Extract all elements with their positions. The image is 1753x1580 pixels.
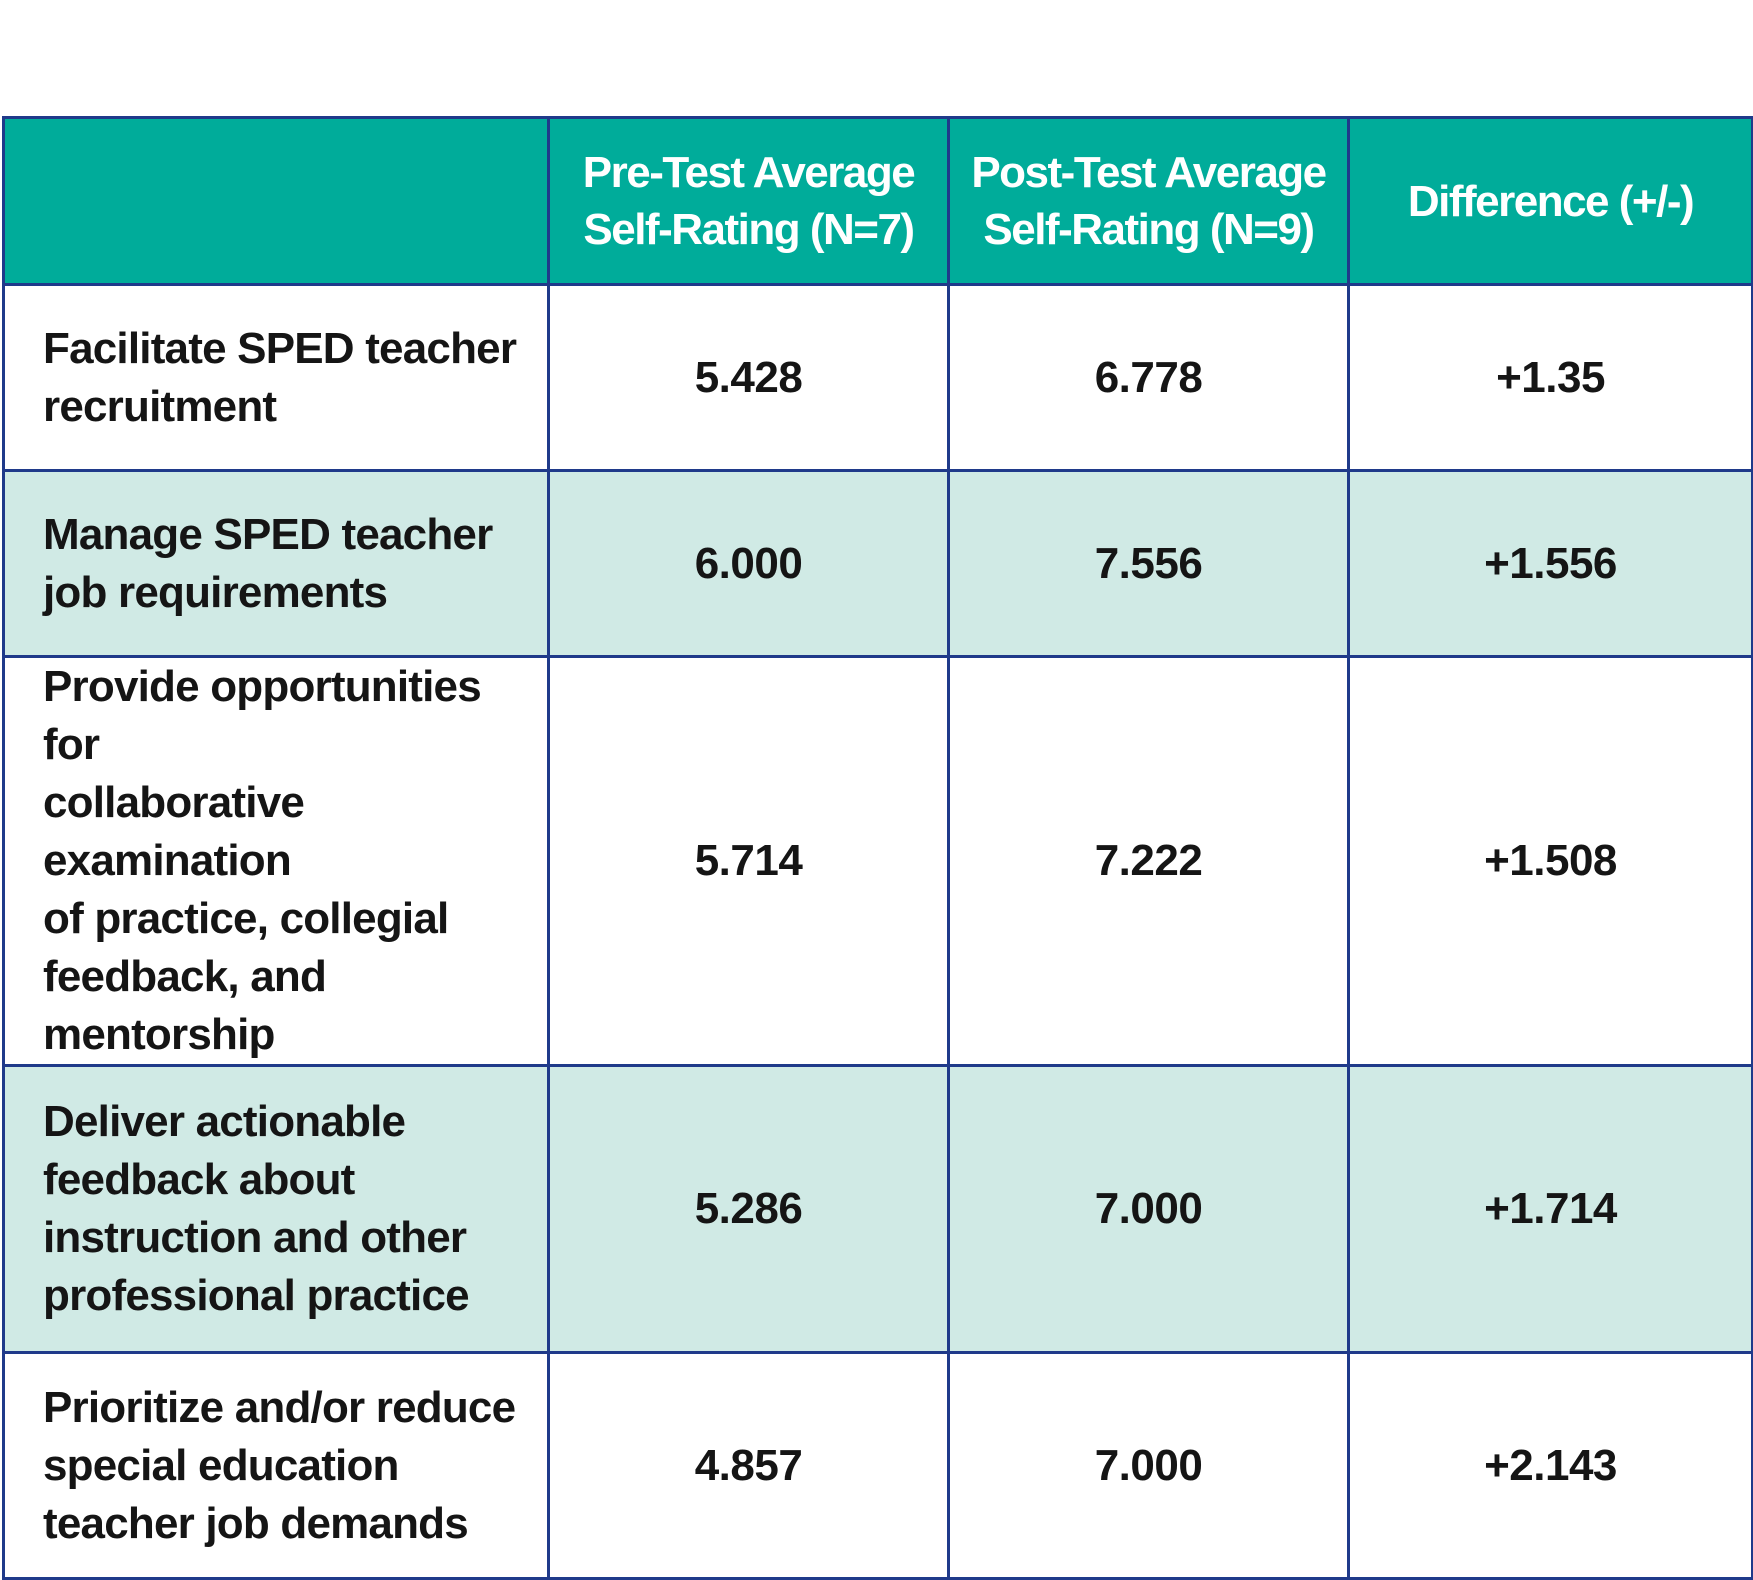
row-label-line: recruitment (43, 381, 277, 431)
pre-test-value: 5.428 (549, 285, 949, 471)
row-label-cell (4, 1066, 549, 1353)
difference-value: +1.35 (1349, 285, 1753, 471)
difference-value: +1.714 (1349, 1066, 1753, 1353)
table-row (4, 657, 1753, 1066)
difference-value: +1.556 (1349, 471, 1753, 657)
post-test-value: 7.222 (949, 657, 1349, 1066)
ratings-table-container (2, 116, 1751, 1580)
post-test-value: 7.000 (949, 1066, 1349, 1353)
pre-test-value: 5.286 (549, 1066, 949, 1353)
row-label-line: special education (43, 1440, 399, 1490)
row-label-cell (4, 1353, 549, 1579)
ratings-table (2, 116, 1753, 1580)
post-test-value: 7.000 (949, 1353, 1349, 1579)
row-label-line: Facilitate SPED teacher (43, 323, 517, 373)
header-cell-post-test (949, 118, 1349, 285)
header-post-line-1: Post-Test Average (971, 148, 1326, 197)
post-test-value: 6.778 (949, 285, 1349, 471)
table-row (4, 1353, 1753, 1579)
row-label-cell (4, 471, 549, 657)
row-label-line: collaborative examination (43, 778, 305, 885)
pre-test-value: 6.000 (549, 471, 949, 657)
row-label-line: of practice, collegial (43, 894, 449, 943)
post-test-value: 7.556 (949, 471, 1349, 657)
row-label-cell (4, 285, 549, 471)
row-label-line: Manage SPED teacher (43, 509, 493, 559)
row-label-line: feedback, and mentorship (43, 952, 327, 1059)
difference-value: +1.508 (1349, 657, 1753, 1066)
table-row (4, 471, 1753, 657)
row-label-line: Prioritize and/or reduce (43, 1382, 516, 1432)
row-label-line: job requirements (43, 567, 388, 617)
header-diff-label: Difference (+/-) (1407, 176, 1694, 226)
row-label-line: teacher job demands (43, 1498, 468, 1548)
row-label-line: professional practice (43, 1271, 469, 1320)
row-label-cell (4, 657, 549, 1066)
difference-value: +2.143 (1349, 1353, 1753, 1579)
header-post-line-2: Self-Rating (N=9) (983, 205, 1314, 254)
row-label-line: Deliver actionable (43, 1097, 406, 1146)
header-pre-line-1: Pre-Test Average (582, 148, 915, 197)
row-label-line: instruction and other (43, 1213, 467, 1262)
row-label-line: feedback about (43, 1155, 355, 1204)
row-label-line: Provide opportunities for (43, 662, 481, 769)
pre-test-value: 4.857 (549, 1353, 949, 1579)
table-row (4, 1066, 1753, 1353)
pre-test-value: 5.714 (549, 657, 949, 1066)
table-row (4, 285, 1753, 471)
header-row (4, 118, 1753, 285)
header-pre-line-2: Self-Rating (N=7) (583, 205, 914, 254)
header-cell-difference (1349, 118, 1753, 285)
header-cell-pre-test (549, 118, 949, 285)
header-cell-empty (4, 118, 549, 285)
